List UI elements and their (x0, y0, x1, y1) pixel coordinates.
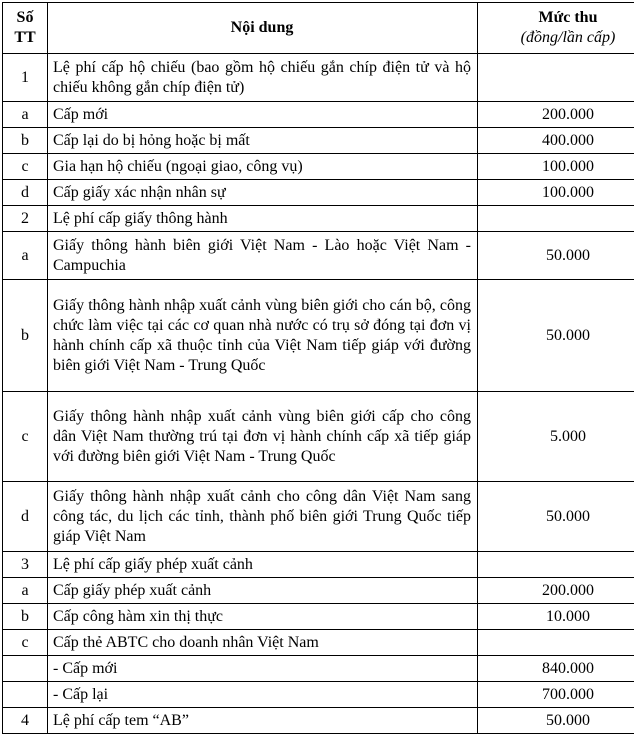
header-fee (478, 3, 634, 54)
row-number: 1 (3, 54, 48, 102)
row-number: a (3, 102, 48, 128)
row-fee: 100.000 (478, 180, 634, 206)
row-content: Cấp giấy phép xuất cảnh (48, 578, 478, 604)
table-row (3, 280, 634, 392)
row-fee: 700.000 (478, 682, 634, 708)
table-row (3, 482, 634, 552)
row-fee: 100.000 (478, 154, 634, 180)
table-row (3, 128, 634, 154)
row-number: c (3, 392, 48, 482)
row-fee: 5.000 (478, 392, 634, 482)
row-fee: 10.000 (478, 604, 634, 630)
header-number (3, 3, 48, 54)
row-fee: 50.000 (478, 232, 634, 280)
table-row (3, 656, 634, 682)
row-number (3, 656, 48, 682)
row-number: a (3, 578, 48, 604)
table-row (3, 630, 634, 656)
table-row (3, 552, 634, 578)
table-body (3, 54, 634, 734)
table-row (3, 604, 634, 630)
row-content: Cấp công hàm xin thị thực (48, 604, 478, 630)
row-number: a (3, 232, 48, 280)
row-number: 2 (3, 206, 48, 232)
row-fee: 200.000 (478, 578, 634, 604)
row-content: Lệ phí cấp hộ chiếu (bao gồm hộ chiếu gắn chíp điện tử và hộ chiếu không gắn chíp điện tử) (48, 54, 478, 102)
header-fee-unit: (đồng/lần cấp) (520, 29, 616, 46)
table-row (3, 578, 634, 604)
row-content: Cấp lại do bị hỏng hoặc bị mất (48, 128, 478, 154)
row-number: d (3, 180, 48, 206)
row-content: Giấy thông hành nhập xuất cảnh vùng biên giới cho cán bộ, công chức làm việc tại các cơ quan nhà nước có trụ sở đóng tại đơn vị hành chính cấp xã thuộc tỉnh của Việt Nam tiếp giáp với đường biên giới Việt Nam - Trung Quốc (48, 280, 478, 392)
table-row (3, 682, 634, 708)
row-content: - Cấp lại (48, 682, 478, 708)
header-number-line1: Số (16, 9, 34, 26)
header-fee-main: Mức thu (538, 9, 598, 26)
row-number: 3 (3, 552, 48, 578)
table-row (3, 102, 634, 128)
row-number: b (3, 128, 48, 154)
fee-table (2, 2, 634, 734)
row-fee: 840.000 (478, 656, 634, 682)
row-number: c (3, 630, 48, 656)
row-content: Lệ phí cấp giấy phép xuất cảnh (48, 552, 478, 578)
row-number (3, 682, 48, 708)
row-number: c (3, 154, 48, 180)
row-fee: 50.000 (478, 482, 634, 552)
row-content: Giấy thông hành nhập xuất cảnh vùng biên giới cấp cho công dân Việt Nam thường trú tại đơn vị hành chính cấp xã tiếp giáp với đường biên giới Việt Nam - Trung Quốc (48, 392, 478, 482)
table-row (3, 232, 634, 280)
table-row (3, 392, 634, 482)
row-content: Giấy thông hành nhập xuất cảnh cho công dân Việt Nam sang công tác, du lịch các tỉnh, thành phố biên giới Trung Quốc tiếp giáp Việt Nam (48, 482, 478, 552)
table-header-row (3, 3, 634, 54)
row-number: 4 (3, 708, 48, 734)
header-content: Nội dung (48, 3, 478, 54)
row-fee (478, 552, 634, 578)
row-content: Giấy thông hành biên giới Việt Nam - Lào hoặc Việt Nam - Campuchia (48, 232, 478, 280)
row-fee (478, 206, 634, 232)
row-content: Gia hạn hộ chiếu (ngoại giao, công vụ) (48, 154, 478, 180)
row-number: b (3, 280, 48, 392)
row-content: Cấp mới (48, 102, 478, 128)
table-row (3, 54, 634, 102)
row-content: Cấp giấy xác nhận nhân sự (48, 180, 478, 206)
table-row (3, 708, 634, 734)
header-number-line2: TT (14, 29, 36, 46)
row-number: b (3, 604, 48, 630)
row-content: - Cấp mới (48, 656, 478, 682)
row-fee (478, 54, 634, 102)
table-row (3, 180, 634, 206)
row-fee: 200.000 (478, 102, 634, 128)
row-content: Cấp thẻ ABTC cho doanh nhân Việt Nam (48, 630, 478, 656)
row-fee (478, 630, 634, 656)
row-number: d (3, 482, 48, 552)
table-row (3, 206, 634, 232)
row-fee: 50.000 (478, 280, 634, 392)
row-fee: 400.000 (478, 128, 634, 154)
table-row (3, 154, 634, 180)
row-fee: 50.000 (478, 708, 634, 734)
row-content: Lệ phí cấp tem “AB” (48, 708, 478, 734)
row-content: Lệ phí cấp giấy thông hành (48, 206, 478, 232)
